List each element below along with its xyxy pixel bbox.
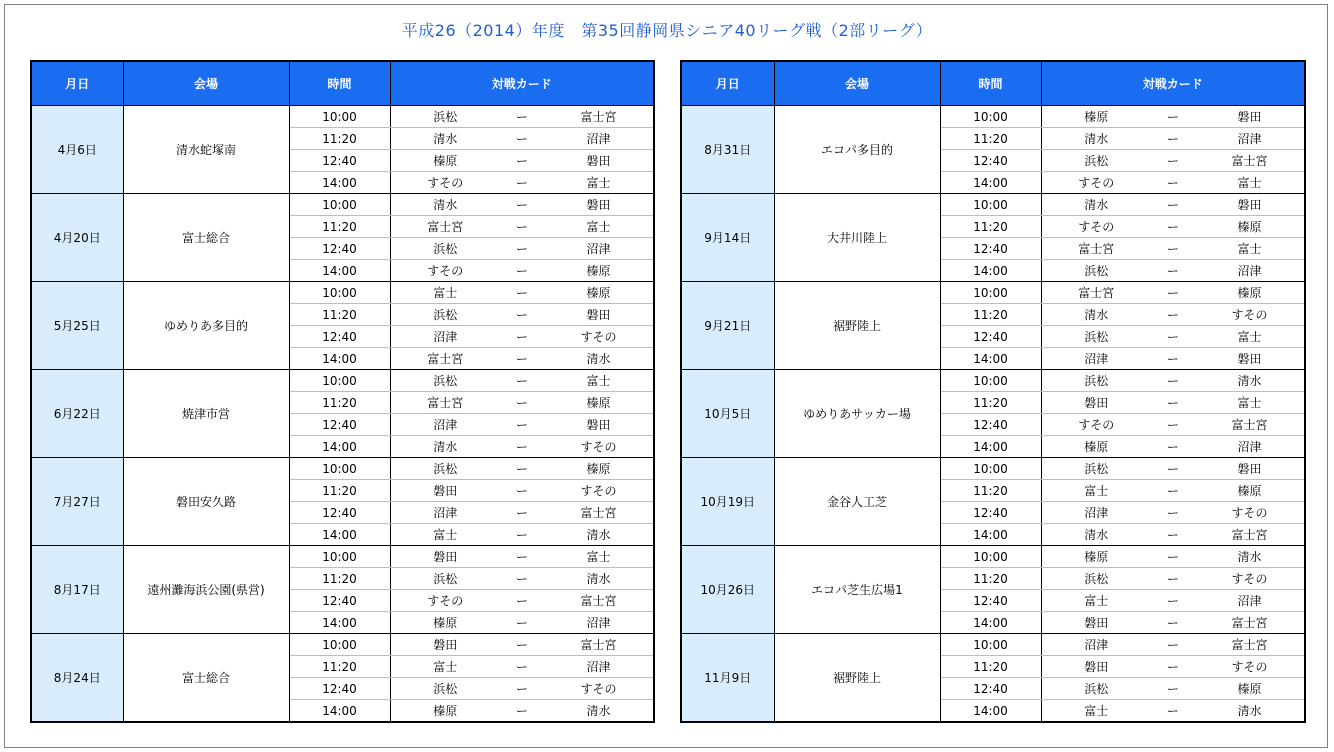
page-title: 平成26（2014）年度 第35回静岡県シニア40リーグ戦（2部リーグ） <box>401 21 933 40</box>
home-team: 浜松 <box>1041 678 1151 700</box>
home-team: 磐田 <box>1041 656 1151 678</box>
home-team: 沼津 <box>390 414 500 436</box>
home-team: 浜松 <box>1041 370 1151 392</box>
home-team: 沼津 <box>1041 348 1151 370</box>
home-team: 浜松 <box>390 304 500 326</box>
versus-dash: ー <box>1151 568 1195 590</box>
versus-dash: ー <box>500 458 544 480</box>
home-team: 浜松 <box>1041 326 1151 348</box>
home-team: 富士 <box>1041 590 1151 612</box>
table-row <box>681 458 1305 480</box>
away-team: すその <box>544 480 654 502</box>
away-team: すその <box>1195 656 1305 678</box>
away-team: 磐田 <box>544 414 654 436</box>
header-date: 月日 <box>681 61 774 106</box>
kickoff-time: 10:00 <box>940 458 1041 480</box>
versus-dash: ー <box>1151 414 1195 436</box>
kickoff-time: 12:40 <box>289 678 390 700</box>
match-date: 8月24日 <box>31 634 123 723</box>
away-team: 磐田 <box>544 150 654 172</box>
kickoff-time: 12:40 <box>940 150 1041 172</box>
match-date: 10月19日 <box>681 458 774 546</box>
away-team: 榛原 <box>1195 480 1305 502</box>
away-team: 富士宮 <box>544 502 654 524</box>
home-team: 清水 <box>1041 194 1151 216</box>
table-row <box>31 194 654 216</box>
match-date: 7月27日 <box>31 458 123 546</box>
home-team: 榛原 <box>1041 546 1151 568</box>
versus-dash: ー <box>500 150 544 172</box>
home-team: 榛原 <box>390 150 500 172</box>
home-team: 浜松 <box>390 568 500 590</box>
home-team: 磐田 <box>1041 612 1151 634</box>
away-team: 沼津 <box>1195 436 1305 458</box>
kickoff-time: 10:00 <box>289 458 390 480</box>
kickoff-time: 12:40 <box>940 326 1041 348</box>
versus-dash: ー <box>500 524 544 546</box>
versus-dash: ー <box>1151 392 1195 414</box>
home-team: すその <box>1041 216 1151 238</box>
versus-dash: ー <box>500 326 544 348</box>
versus-dash: ー <box>1151 260 1195 282</box>
kickoff-time: 12:40 <box>289 590 390 612</box>
header-venue: 会場 <box>774 61 940 106</box>
kickoff-time: 11:20 <box>289 304 390 326</box>
kickoff-time: 11:20 <box>289 128 390 150</box>
schedule-table-left <box>30 60 655 723</box>
kickoff-time: 10:00 <box>940 634 1041 656</box>
versus-dash: ー <box>1151 348 1195 370</box>
versus-dash: ー <box>500 656 544 678</box>
away-team: 清水 <box>544 524 654 546</box>
home-team: 磐田 <box>390 480 500 502</box>
table-row <box>681 106 1305 128</box>
match-date: 10月5日 <box>681 370 774 458</box>
away-team: 磐田 <box>544 304 654 326</box>
table-header-row <box>681 61 1305 106</box>
match-venue: ゆめりあサッカー場 <box>774 370 940 458</box>
home-team: 沼津 <box>390 326 500 348</box>
match-date: 4月6日 <box>31 106 123 194</box>
kickoff-time: 12:40 <box>289 414 390 436</box>
match-venue: 裾野陸上 <box>774 634 940 723</box>
versus-dash: ー <box>500 260 544 282</box>
versus-dash: ー <box>1151 590 1195 612</box>
match-venue: 焼津市営 <box>123 370 289 458</box>
kickoff-time: 12:40 <box>940 238 1041 260</box>
home-team: 浜松 <box>1041 458 1151 480</box>
kickoff-time: 11:20 <box>289 216 390 238</box>
away-team: 清水 <box>1195 370 1305 392</box>
home-team: すその <box>390 260 500 282</box>
home-team: 浜松 <box>1041 260 1151 282</box>
away-team: 沼津 <box>544 656 654 678</box>
table-row <box>31 546 654 568</box>
match-date: 6月22日 <box>31 370 123 458</box>
away-team: 富士 <box>1195 172 1305 194</box>
away-team: 榛原 <box>544 282 654 304</box>
home-team: 清水 <box>1041 304 1151 326</box>
home-team: 沼津 <box>390 502 500 524</box>
versus-dash: ー <box>1151 150 1195 172</box>
home-team: すその <box>1041 414 1151 436</box>
versus-dash: ー <box>1151 436 1195 458</box>
table-row <box>31 106 654 128</box>
home-team: 榛原 <box>390 612 500 634</box>
kickoff-time: 14:00 <box>940 524 1041 546</box>
kickoff-time: 14:00 <box>289 260 390 282</box>
kickoff-time: 10:00 <box>940 194 1041 216</box>
away-team: 磐田 <box>1195 106 1305 128</box>
home-team: 沼津 <box>1041 634 1151 656</box>
away-team: 富士宮 <box>1195 612 1305 634</box>
versus-dash: ー <box>500 546 544 568</box>
match-date: 8月17日 <box>31 546 123 634</box>
kickoff-time: 14:00 <box>289 348 390 370</box>
match-venue: エコパ芝生広場1 <box>774 546 940 634</box>
match-date: 11月9日 <box>681 634 774 723</box>
header-date: 月日 <box>31 61 123 106</box>
away-team: 沼津 <box>544 238 654 260</box>
versus-dash: ー <box>1151 194 1195 216</box>
versus-dash: ー <box>500 348 544 370</box>
kickoff-time: 10:00 <box>940 546 1041 568</box>
table-row <box>681 194 1305 216</box>
kickoff-time: 10:00 <box>289 194 390 216</box>
away-team: 富士 <box>1195 238 1305 260</box>
match-venue: 清水蛇塚南 <box>123 106 289 194</box>
kickoff-time: 10:00 <box>940 282 1041 304</box>
kickoff-time: 12:40 <box>940 590 1041 612</box>
away-team: 清水 <box>544 568 654 590</box>
match-venue: 磐田安久路 <box>123 458 289 546</box>
kickoff-time: 11:20 <box>940 656 1041 678</box>
versus-dash: ー <box>500 700 544 723</box>
home-team: 富士宮 <box>1041 282 1151 304</box>
away-team: 富士宮 <box>1195 634 1305 656</box>
kickoff-time: 12:40 <box>289 238 390 260</box>
away-team: 沼津 <box>1195 128 1305 150</box>
versus-dash: ー <box>500 216 544 238</box>
kickoff-time: 11:20 <box>940 216 1041 238</box>
away-team: 富士宮 <box>544 106 654 128</box>
away-team: 富士 <box>544 370 654 392</box>
kickoff-time: 12:40 <box>289 502 390 524</box>
versus-dash: ー <box>1151 480 1195 502</box>
versus-dash: ー <box>1151 458 1195 480</box>
versus-dash: ー <box>1151 216 1195 238</box>
kickoff-time: 12:40 <box>289 150 390 172</box>
versus-dash: ー <box>500 304 544 326</box>
home-team: 磐田 <box>1041 392 1151 414</box>
versus-dash: ー <box>500 678 544 700</box>
header-venue: 会場 <box>123 61 289 106</box>
header-match: 対戦カード <box>1041 61 1305 106</box>
versus-dash: ー <box>500 194 544 216</box>
match-venue: 富士総合 <box>123 194 289 282</box>
versus-dash: ー <box>500 436 544 458</box>
schedule-table-right <box>680 60 1306 723</box>
home-team: 富士 <box>1041 480 1151 502</box>
versus-dash: ー <box>500 502 544 524</box>
match-date: 5月25日 <box>31 282 123 370</box>
home-team: 浜松 <box>390 678 500 700</box>
versus-dash: ー <box>500 106 544 128</box>
home-team: 富士宮 <box>390 216 500 238</box>
away-team: 清水 <box>1195 546 1305 568</box>
versus-dash: ー <box>500 282 544 304</box>
header-time: 時間 <box>940 61 1041 106</box>
versus-dash: ー <box>1151 546 1195 568</box>
header-time: 時間 <box>289 61 390 106</box>
away-team: 富士宮 <box>544 590 654 612</box>
home-team: 富士宮 <box>390 348 500 370</box>
kickoff-time: 11:20 <box>289 656 390 678</box>
kickoff-time: 14:00 <box>940 172 1041 194</box>
kickoff-time: 12:40 <box>289 326 390 348</box>
home-team: 富士宮 <box>1041 238 1151 260</box>
home-team: すその <box>390 590 500 612</box>
kickoff-time: 11:20 <box>289 392 390 414</box>
away-team: 磐田 <box>1195 348 1305 370</box>
kickoff-time: 12:40 <box>940 502 1041 524</box>
away-team: すその <box>544 678 654 700</box>
kickoff-time: 14:00 <box>940 348 1041 370</box>
versus-dash: ー <box>500 612 544 634</box>
home-team: 沼津 <box>1041 502 1151 524</box>
away-team: 榛原 <box>1195 216 1305 238</box>
kickoff-time: 11:20 <box>289 568 390 590</box>
match-venue: 裾野陸上 <box>774 282 940 370</box>
kickoff-time: 14:00 <box>289 436 390 458</box>
home-team: 榛原 <box>390 700 500 723</box>
away-team: 富士 <box>544 172 654 194</box>
away-team: 沼津 <box>544 128 654 150</box>
home-team: 磐田 <box>390 634 500 656</box>
kickoff-time: 10:00 <box>289 370 390 392</box>
home-team: 榛原 <box>1041 436 1151 458</box>
versus-dash: ー <box>1151 282 1195 304</box>
home-team: 富士 <box>1041 700 1151 723</box>
table-row <box>681 546 1305 568</box>
versus-dash: ー <box>1151 370 1195 392</box>
away-team: 富士宮 <box>1195 414 1305 436</box>
match-date: 9月21日 <box>681 282 774 370</box>
home-team: 清水 <box>390 194 500 216</box>
away-team: 富士 <box>1195 326 1305 348</box>
home-team: 浜松 <box>390 370 500 392</box>
away-team: 清水 <box>544 700 654 723</box>
kickoff-time: 11:20 <box>940 304 1041 326</box>
table-row <box>31 458 654 480</box>
versus-dash: ー <box>1151 524 1195 546</box>
away-team: 富士 <box>1195 392 1305 414</box>
table-row <box>681 282 1305 304</box>
kickoff-time: 14:00 <box>289 172 390 194</box>
kickoff-time: 10:00 <box>289 546 390 568</box>
kickoff-time: 10:00 <box>940 370 1041 392</box>
kickoff-time: 11:20 <box>940 128 1041 150</box>
away-team: 磐田 <box>1195 458 1305 480</box>
home-team: 富士 <box>390 656 500 678</box>
versus-dash: ー <box>500 480 544 502</box>
kickoff-time: 14:00 <box>289 700 390 723</box>
table-row <box>681 634 1305 656</box>
home-team: 磐田 <box>390 546 500 568</box>
versus-dash: ー <box>1151 128 1195 150</box>
match-venue: 遠州灘海浜公園(県営) <box>123 546 289 634</box>
kickoff-time: 11:20 <box>289 480 390 502</box>
kickoff-time: 14:00 <box>940 436 1041 458</box>
away-team: 富士 <box>544 546 654 568</box>
away-team: 富士宮 <box>1195 524 1305 546</box>
away-team: すその <box>1195 304 1305 326</box>
table-row <box>31 282 654 304</box>
away-team: 清水 <box>1195 700 1305 723</box>
versus-dash: ー <box>1151 634 1195 656</box>
away-team: すその <box>544 326 654 348</box>
kickoff-time: 14:00 <box>289 524 390 546</box>
away-team: 清水 <box>544 348 654 370</box>
home-team: すその <box>390 172 500 194</box>
versus-dash: ー <box>500 590 544 612</box>
versus-dash: ー <box>500 634 544 656</box>
versus-dash: ー <box>500 568 544 590</box>
home-team: 浜松 <box>390 458 500 480</box>
table-row <box>31 370 654 392</box>
versus-dash: ー <box>1151 238 1195 260</box>
home-team: 清水 <box>390 436 500 458</box>
versus-dash: ー <box>500 238 544 260</box>
home-team: 浜松 <box>390 106 500 128</box>
header-match: 対戦カード <box>390 61 654 106</box>
versus-dash: ー <box>500 370 544 392</box>
kickoff-time: 10:00 <box>289 634 390 656</box>
away-team: 榛原 <box>1195 678 1305 700</box>
versus-dash: ー <box>1151 656 1195 678</box>
match-date: 8月31日 <box>681 106 774 194</box>
kickoff-time: 12:40 <box>940 678 1041 700</box>
match-date: 10月26日 <box>681 546 774 634</box>
table-row <box>31 634 654 656</box>
away-team: すその <box>544 436 654 458</box>
home-team: 清水 <box>390 128 500 150</box>
versus-dash: ー <box>1151 172 1195 194</box>
away-team: すその <box>1195 502 1305 524</box>
away-team: 磐田 <box>544 194 654 216</box>
away-team: すその <box>1195 568 1305 590</box>
versus-dash: ー <box>1151 106 1195 128</box>
home-team: 浜松 <box>1041 568 1151 590</box>
home-team: 浜松 <box>1041 150 1151 172</box>
away-team: 磐田 <box>1195 194 1305 216</box>
match-venue: ゆめりあ多目的 <box>123 282 289 370</box>
home-team: 清水 <box>1041 128 1151 150</box>
home-team: 富士 <box>390 524 500 546</box>
match-venue: 大井川陸上 <box>774 194 940 282</box>
home-team: 富士 <box>390 282 500 304</box>
away-team: 富士宮 <box>1195 150 1305 172</box>
versus-dash: ー <box>1151 326 1195 348</box>
home-team: すその <box>1041 172 1151 194</box>
away-team: 榛原 <box>1195 282 1305 304</box>
kickoff-time: 14:00 <box>940 700 1041 723</box>
match-venue: エコパ多目的 <box>774 106 940 194</box>
kickoff-time: 12:40 <box>940 414 1041 436</box>
kickoff-time: 10:00 <box>289 282 390 304</box>
away-team: 沼津 <box>1195 260 1305 282</box>
away-team: 沼津 <box>1195 590 1305 612</box>
away-team: 富士宮 <box>544 634 654 656</box>
kickoff-time: 11:20 <box>940 392 1041 414</box>
versus-dash: ー <box>1151 612 1195 634</box>
away-team: 沼津 <box>544 612 654 634</box>
versus-dash: ー <box>500 414 544 436</box>
kickoff-time: 14:00 <box>940 612 1041 634</box>
versus-dash: ー <box>500 392 544 414</box>
versus-dash: ー <box>1151 700 1195 723</box>
home-team: 富士宮 <box>390 392 500 414</box>
home-team: 浜松 <box>390 238 500 260</box>
kickoff-time: 11:20 <box>940 480 1041 502</box>
versus-dash: ー <box>1151 304 1195 326</box>
kickoff-time: 11:20 <box>940 568 1041 590</box>
home-team: 榛原 <box>1041 106 1151 128</box>
versus-dash: ー <box>500 128 544 150</box>
kickoff-time: 10:00 <box>289 106 390 128</box>
versus-dash: ー <box>1151 502 1195 524</box>
match-date: 9月14日 <box>681 194 774 282</box>
away-team: 富士 <box>544 216 654 238</box>
home-team: 清水 <box>1041 524 1151 546</box>
kickoff-time: 14:00 <box>289 612 390 634</box>
match-venue: 富士総合 <box>123 634 289 723</box>
match-venue: 金谷人工芝 <box>774 458 940 546</box>
kickoff-time: 10:00 <box>940 106 1041 128</box>
away-team: 榛原 <box>544 458 654 480</box>
kickoff-time: 14:00 <box>940 260 1041 282</box>
versus-dash: ー <box>500 172 544 194</box>
versus-dash: ー <box>1151 678 1195 700</box>
away-team: 榛原 <box>544 260 654 282</box>
table-header-row <box>31 61 654 106</box>
table-row <box>681 370 1305 392</box>
match-date: 4月20日 <box>31 194 123 282</box>
away-team: 榛原 <box>544 392 654 414</box>
